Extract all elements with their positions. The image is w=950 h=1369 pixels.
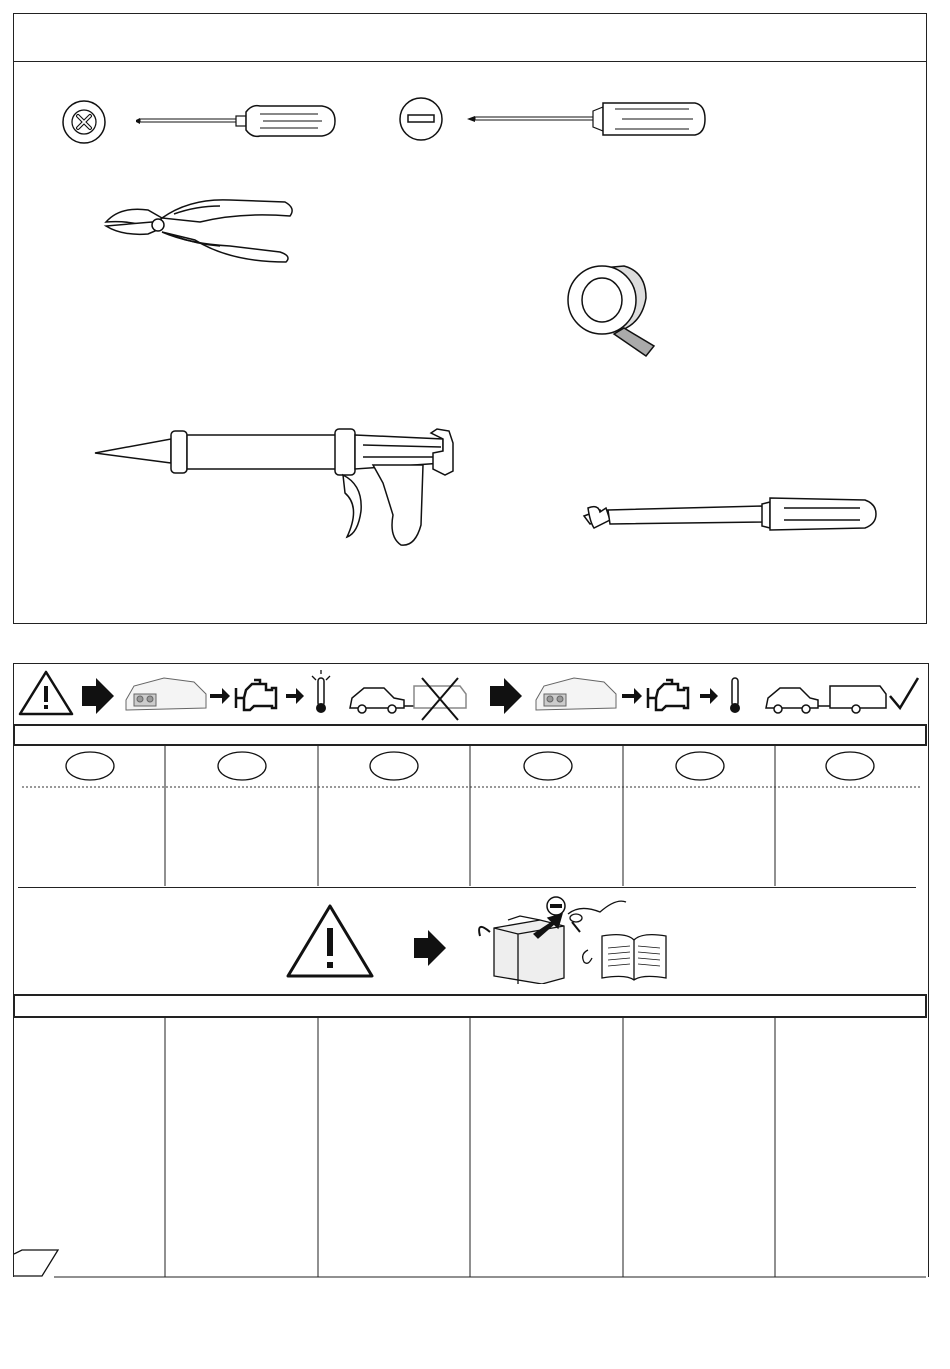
trim-removal-tool	[580, 492, 880, 537]
tools-panel-header	[14, 14, 926, 62]
flat-screwdriver	[397, 95, 712, 145]
arrow-right-icon	[286, 688, 304, 704]
warning-icon	[20, 672, 72, 714]
pictogram-strip	[14, 664, 928, 724]
engine-icon	[648, 680, 688, 710]
language-bar-bottom	[13, 994, 927, 1018]
arrow-right-icon	[490, 678, 522, 714]
page-corner-mark	[14, 1250, 58, 1276]
car-trailer-icon	[766, 686, 886, 713]
columns-top	[14, 746, 926, 886]
car-trailer-crossed-icon	[350, 678, 466, 720]
car-front-icon	[126, 678, 206, 710]
thermometer-icon	[730, 678, 740, 713]
checkmark-icon	[890, 678, 918, 708]
side-cutter-pliers	[100, 192, 300, 267]
manual-book-icon	[583, 935, 666, 980]
thermometer-icon	[312, 670, 330, 713]
phillips-screwdriver-icon	[136, 106, 335, 137]
phillips-screwdriver	[60, 98, 345, 148]
minus-circle-icon	[400, 98, 442, 140]
insulating-tape	[562, 262, 672, 362]
battery-warning	[280, 892, 670, 984]
arrow-right-icon	[700, 688, 718, 704]
arrow-right-icon	[622, 688, 642, 704]
section-divider	[18, 887, 916, 888]
sealant-gun	[93, 425, 468, 550]
fork-lever-icon	[584, 498, 876, 530]
arrow-right-icon	[82, 678, 114, 714]
pliers-icon	[106, 200, 292, 262]
engine-icon	[236, 680, 276, 710]
language-bar-top	[13, 724, 927, 746]
arrow-right-icon	[414, 930, 446, 966]
arrow-right-icon	[210, 688, 230, 704]
warning-icon	[288, 906, 372, 976]
tape-roll-icon	[568, 266, 654, 356]
caulking-gun-icon	[95, 429, 453, 545]
cross-circle-icon	[63, 101, 105, 143]
columns-bottom	[14, 1018, 928, 1278]
flat-screwdriver-icon	[467, 103, 705, 135]
car-front-icon	[536, 678, 616, 710]
